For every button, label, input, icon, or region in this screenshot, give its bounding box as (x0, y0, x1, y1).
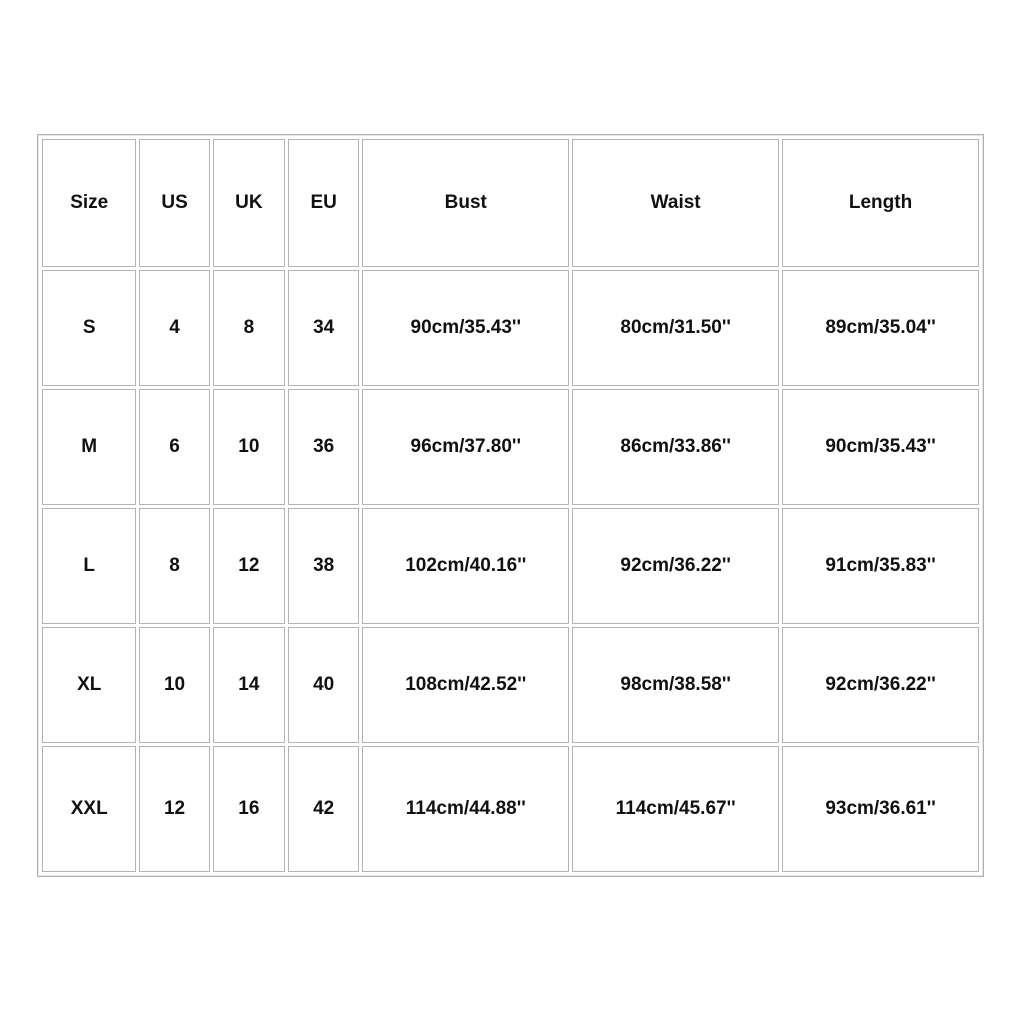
cell-eu: 38 (288, 508, 359, 624)
cell-uk: 14 (213, 627, 285, 743)
cell-us: 6 (139, 389, 209, 505)
cell-eu: 34 (288, 270, 359, 386)
cell-length: 92cm/36.22'' (782, 627, 979, 743)
header-us: US (139, 139, 209, 267)
cell-waist: 80cm/31.50'' (572, 270, 779, 386)
cell-size: S (42, 270, 136, 386)
cell-bust: 96cm/37.80'' (362, 389, 569, 505)
cell-waist: 86cm/33.86'' (572, 389, 779, 505)
cell-length: 93cm/36.61'' (782, 746, 979, 872)
cell-us: 12 (139, 746, 209, 872)
cell-waist: 114cm/45.67'' (572, 746, 779, 872)
cell-eu: 36 (288, 389, 359, 505)
cell-us: 10 (139, 627, 209, 743)
cell-waist: 98cm/38.58'' (572, 627, 779, 743)
cell-length: 89cm/35.04'' (782, 270, 979, 386)
size-table (39, 136, 982, 875)
cell-size: XL (42, 627, 136, 743)
header-bust: Bust (362, 139, 569, 267)
table-header-row (42, 139, 979, 267)
header-eu: EU (288, 139, 359, 267)
header-uk: UK (213, 139, 285, 267)
table-row (42, 389, 979, 505)
cell-size: M (42, 389, 136, 505)
header-waist: Waist (572, 139, 779, 267)
cell-eu: 42 (288, 746, 359, 872)
cell-bust: 108cm/42.52'' (362, 627, 569, 743)
table-row (42, 508, 979, 624)
cell-size: L (42, 508, 136, 624)
header-size: Size (42, 139, 136, 267)
cell-bust: 114cm/44.88'' (362, 746, 569, 872)
cell-bust: 90cm/35.43'' (362, 270, 569, 386)
cell-uk: 16 (213, 746, 285, 872)
cell-bust: 102cm/40.16'' (362, 508, 569, 624)
cell-uk: 8 (213, 270, 285, 386)
cell-waist: 92cm/36.22'' (572, 508, 779, 624)
cell-us: 4 (139, 270, 209, 386)
cell-uk: 12 (213, 508, 285, 624)
header-length: Length (782, 139, 979, 267)
cell-us: 8 (139, 508, 209, 624)
cell-length: 90cm/35.43'' (782, 389, 979, 505)
size-chart (37, 134, 984, 877)
cell-size: XXL (42, 746, 136, 872)
table-row (42, 746, 979, 872)
table-row (42, 627, 979, 743)
table-row (42, 270, 979, 386)
cell-uk: 10 (213, 389, 285, 505)
cell-length: 91cm/35.83'' (782, 508, 979, 624)
cell-eu: 40 (288, 627, 359, 743)
